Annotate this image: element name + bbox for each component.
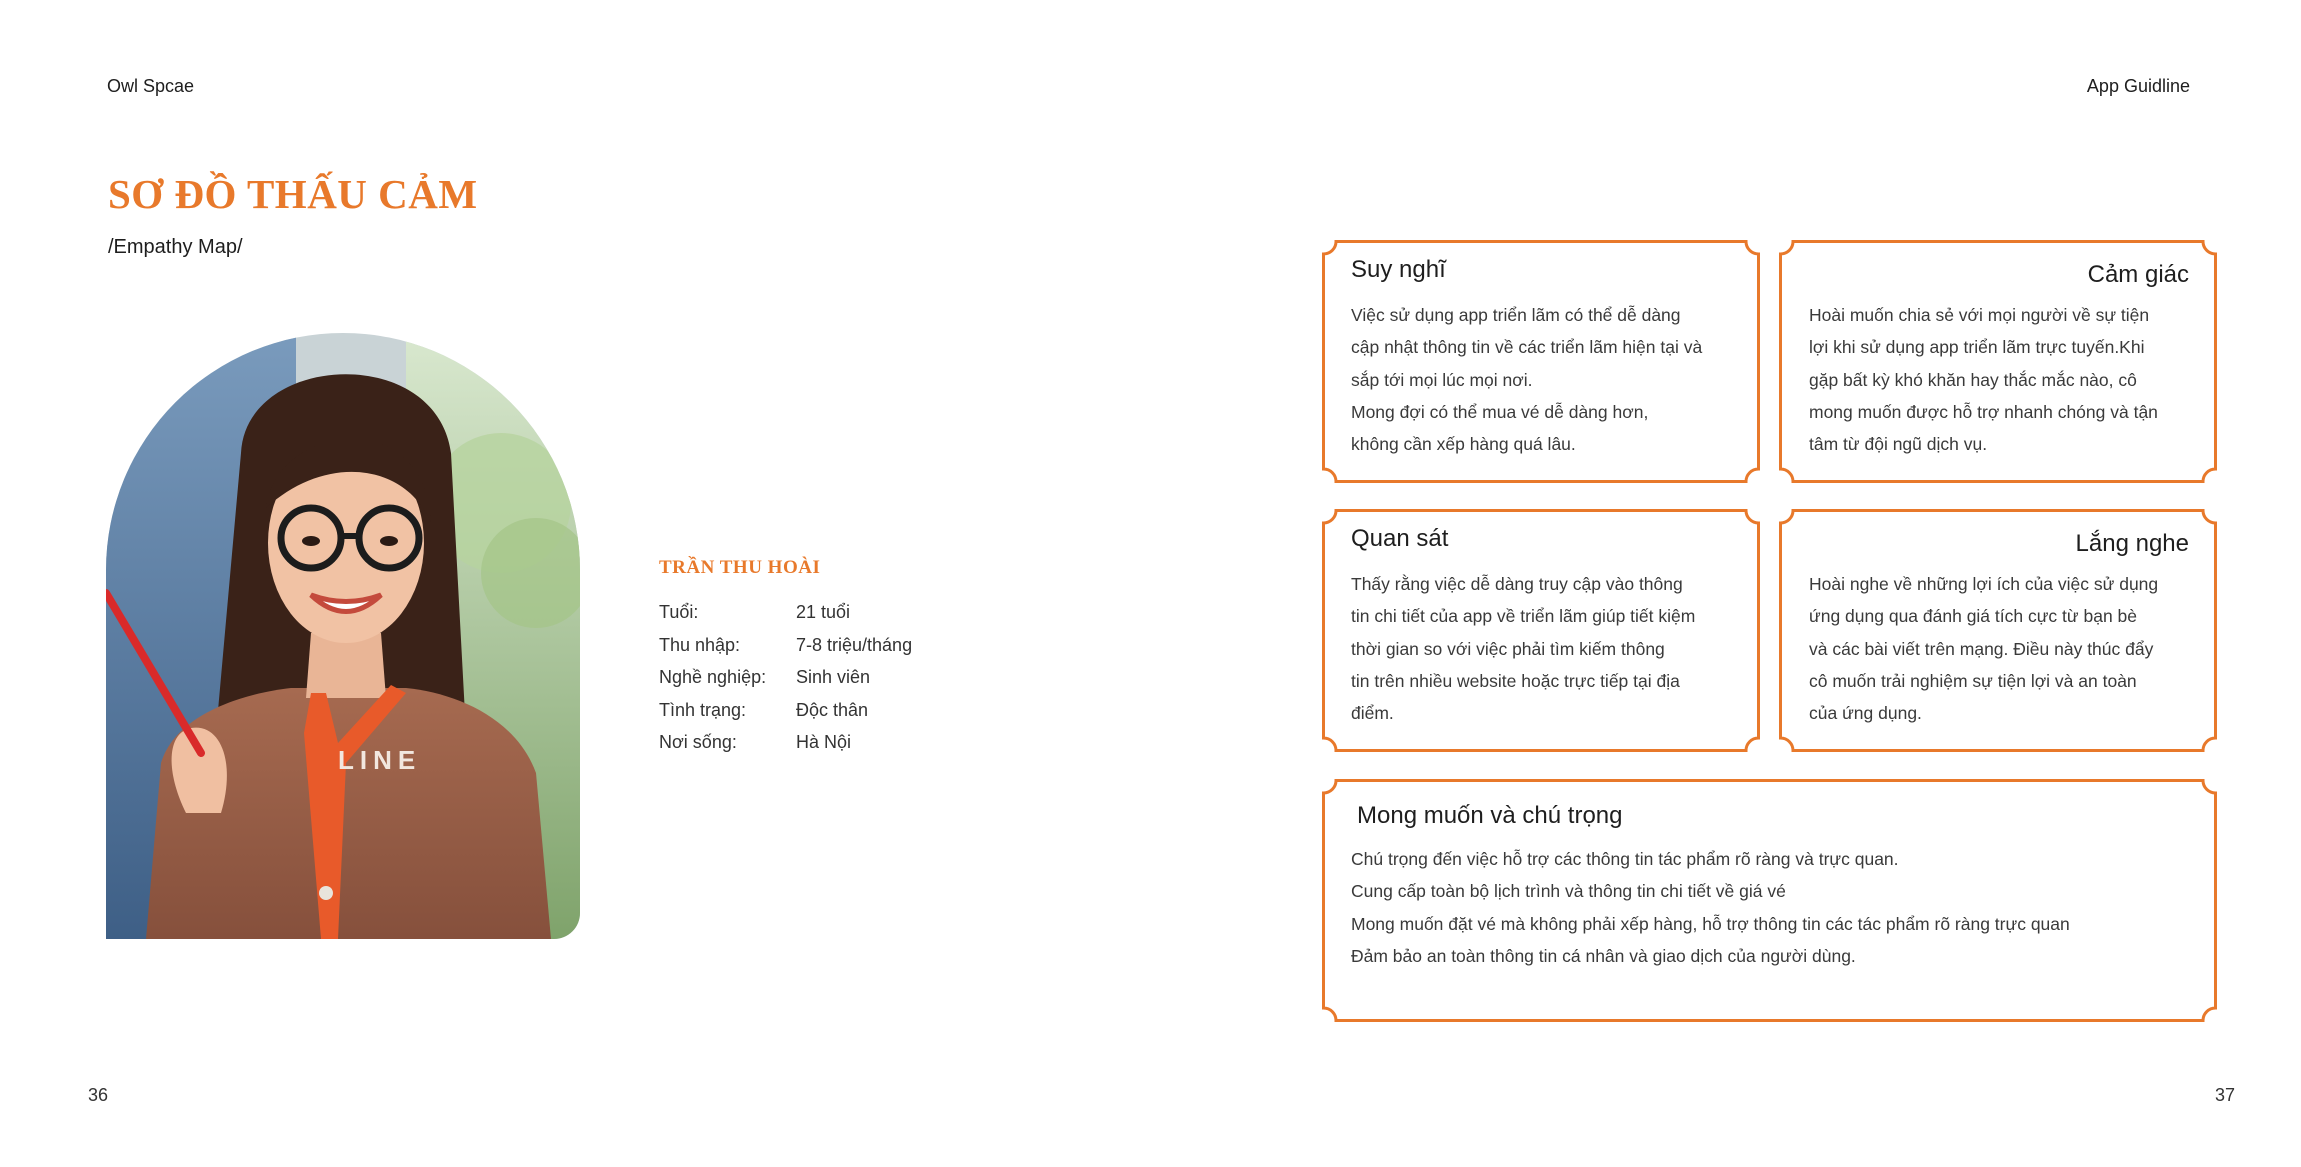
card-body	[1809, 568, 2204, 729]
persona-row-income	[659, 629, 912, 662]
persona-row-occupation	[659, 661, 912, 694]
persona-value: Độc thân	[796, 699, 869, 720]
card-line: Mong đợi có thể mua vé dễ dàng hơn,	[1351, 401, 1649, 422]
card-feel	[1779, 240, 2217, 483]
card-line: và các bài viết trên mạng. Điều này thúc đẩy	[1809, 638, 2154, 659]
card-body	[1809, 299, 2204, 460]
card-line: cô muốn trải nghiệm sự tiện lợi và an toàn	[1809, 670, 2137, 691]
card-line: cập nhật thông tin về các triển lãm hiện tại và	[1351, 337, 1703, 358]
card-line: ứng dụng qua đánh giá tích cực từ bạn bè	[1809, 606, 2138, 627]
persona-row-residence	[659, 726, 912, 759]
page-number-left: 36	[88, 1085, 109, 1105]
card-line: Việc sử dụng app triển lãm có thể dễ dàng	[1351, 305, 1681, 325]
persona-row-age	[659, 596, 912, 629]
card-think	[1322, 240, 1760, 483]
card-line: Cung cấp toàn bộ lịch trình và thông tin chi tiết về giá vé	[1351, 881, 1786, 902]
persona-label: Tình trạng:	[659, 699, 747, 720]
card-line: Hoài nghe về những lợi ích của việc sử dụng	[1809, 574, 2159, 594]
card-line: Hoài muốn chia sẻ với mọi người về sự tiện	[1809, 305, 2150, 325]
card-line: thời gian so với việc phải tìm kiếm thông	[1351, 638, 1665, 659]
persona-details	[659, 596, 912, 759]
card-wants	[1322, 779, 2217, 1022]
card-body	[1351, 299, 1741, 460]
card-line: tâm từ đội ngũ dịch vụ.	[1809, 434, 1988, 455]
persona-label: Thu nhập:	[659, 634, 741, 655]
card-title: Lắng nghe	[2075, 530, 2189, 557]
card-line: điểm.	[1351, 703, 1394, 724]
card-line: lợi khi sử dụng app triển lãm trực tuyến.Khi	[1809, 337, 2145, 358]
page-number-right: 37	[2214, 1085, 2235, 1105]
card-line: tin trên nhiều website hoặc trực tiếp tại địa	[1351, 670, 1680, 691]
page-title: SƠ ĐỒ THẤU CẢM	[108, 171, 478, 217]
card-line: không cần xếp hàng quá lâu.	[1351, 434, 1576, 455]
card-line: tin chi tiết của app về triển lãm giúp tiết kiệm	[1351, 606, 1696, 627]
header-brand: Owl Spcae	[107, 76, 195, 96]
card-see	[1322, 509, 1760, 752]
persona-value: 7-8 triệu/tháng	[796, 634, 913, 655]
card-title: Cảm giác	[2087, 261, 2189, 288]
card-body	[1351, 843, 2201, 972]
card-title: Suy nghĩ	[1351, 256, 1446, 283]
card-line: sắp tới mọi lúc mọi nơi.	[1351, 369, 1533, 390]
card-body	[1351, 568, 1746, 729]
persona-label: Nơi sống:	[659, 732, 737, 752]
persona-value: 21 tuổi	[796, 602, 851, 622]
shirt-print: LINE	[338, 745, 422, 775]
card-line: Mong muốn đặt vé mà không phải xếp hàng, hỗ trợ thông tin các tác phẩm rõ ràng trực quan	[1351, 913, 2070, 934]
persona-row-status	[659, 694, 912, 727]
persona-label: Nghề nghiệp:	[659, 667, 767, 687]
persona-value: Sinh viên	[796, 667, 871, 687]
persona-photo	[106, 333, 580, 939]
card-hear	[1779, 509, 2217, 752]
page-subtitle: /Empathy Map/	[108, 236, 243, 258]
card-line: Đảm bảo an toàn thông tin cá nhân và giao dịch của người dùng.	[1351, 945, 1856, 966]
header-section: App Guidline	[2086, 76, 2190, 96]
persona-value: Hà Nội	[796, 732, 852, 752]
persona-name: TRẦN THU HOÀI	[659, 557, 821, 578]
card-line: mong muốn được hỗ trợ nhanh chóng và tận	[1809, 401, 2158, 422]
card-line: gặp bất kỳ khó khăn hay thắc mắc nào, cô	[1809, 369, 2137, 390]
card-line: Chú trọng đến việc hỗ trợ các thông tin tác phẩm rõ ràng và trực quan.	[1351, 849, 1899, 869]
card-line: của ứng dụng.	[1809, 703, 1922, 724]
card-title: Quan sát	[1351, 525, 1449, 552]
persona-label: Tuổi:	[659, 602, 699, 622]
card-title: Mong muốn và chú trọng	[1357, 802, 1623, 829]
card-line: Thấy rằng việc dễ dàng truy cập vào thông	[1351, 574, 1683, 594]
